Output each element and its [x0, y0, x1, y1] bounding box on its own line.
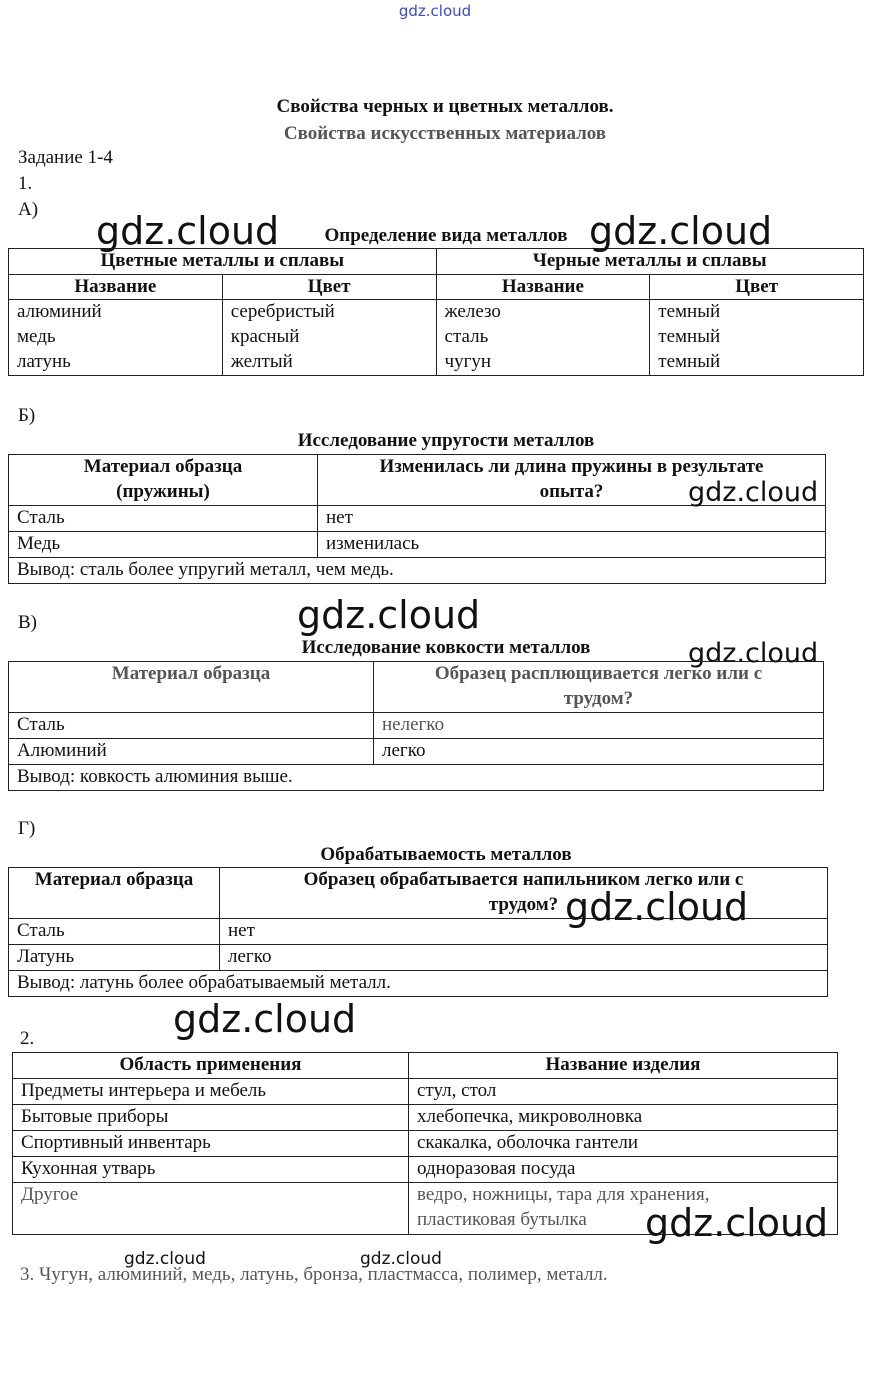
header-line: Изменилась ли длина пружины в результате: [379, 456, 764, 477]
task-label: Задание 1-4: [18, 147, 113, 168]
area-header: Область применения: [13, 1053, 409, 1079]
metal-color: темный: [658, 351, 721, 373]
product-cell: скакалка, оболочка гантели: [409, 1131, 838, 1157]
section-g-title: Обрабатываемость металлов: [320, 844, 572, 865]
conclusion-cell: Вывод: ковкость алюминия выше.: [9, 765, 824, 791]
item-3-text: 3. Чугун, алюминий, медь, латунь, бронза, пластмасса, полимер, металл.: [20, 1264, 608, 1285]
nonferrous-colors-cell: [222, 300, 436, 376]
conclusion-cell: Вывод: латунь более обрабатываемый металл.: [9, 971, 828, 997]
header-line: трудом?: [563, 687, 634, 709]
header-line: трудом?: [488, 893, 559, 915]
ferrous-colors-cell: [650, 300, 864, 376]
material-cell: Медь: [9, 532, 318, 558]
group-nonferrous-header: Цветные металлы и сплавы: [9, 249, 437, 275]
site-label[interactable]: gdz.cloud: [398, 2, 472, 20]
col-color-header: Цвет: [222, 274, 436, 300]
product-line: ведро, ножницы, тара для хранения,: [417, 1184, 710, 1205]
watermark: gdz.cloud: [645, 1201, 829, 1245]
watermark: gdz.cloud: [688, 638, 819, 669]
col-name-header: Название: [436, 274, 650, 300]
product-cell: стул, стол: [409, 1079, 838, 1105]
group-ferrous-header: Черные металлы и сплавы: [436, 249, 863, 275]
watermark: gdz.cloud: [297, 593, 481, 637]
section-a-title: Определение вида металлов: [324, 225, 568, 246]
metal-name: железо: [444, 301, 501, 323]
material-header: [9, 455, 318, 506]
result-cell: изменилась: [318, 532, 826, 558]
metal-name: чугун: [444, 351, 492, 373]
ferrous-names-cell: [436, 300, 650, 376]
item-1-label: 1.: [18, 173, 33, 194]
metal-name: сталь: [444, 326, 489, 348]
header-line: (пружины): [116, 480, 210, 502]
material-cell: Алюминий: [9, 739, 374, 765]
metal-name: алюминий: [17, 301, 102, 323]
result-cell: нет: [318, 506, 826, 532]
page-title: Свойства черных и цветных металлов.: [276, 96, 614, 117]
result-header: [374, 662, 824, 713]
elasticity-table: [8, 454, 826, 584]
section-b-title: Исследование упругости металлов: [297, 430, 595, 451]
watermark: gdz.cloud: [124, 1249, 206, 1269]
watermark: gdz.cloud: [589, 209, 773, 253]
result-cell: нет: [220, 919, 828, 945]
material-cell: Сталь: [9, 506, 318, 532]
area-cell: Кухонная утварь: [13, 1157, 409, 1183]
watermark: gdz.cloud: [565, 885, 749, 929]
conclusion-cell: Вывод: сталь более упругий металл, чем медь.: [9, 558, 826, 584]
watermark: gdz.cloud: [96, 209, 280, 253]
material-cell: Латунь: [9, 945, 220, 971]
section-a-label: А): [18, 199, 39, 220]
material-header: Материал образца: [9, 868, 220, 919]
item-2-label: 2.: [20, 1028, 35, 1049]
watermark: gdz.cloud: [688, 477, 819, 508]
section-v-label: В): [18, 612, 37, 633]
product-cell: одноразовая посуда: [409, 1157, 838, 1183]
header-line: Материал образца: [83, 456, 243, 477]
area-cell: Другое: [13, 1183, 409, 1235]
metal-color: красный: [230, 326, 300, 348]
metal-color: серебристый: [230, 301, 335, 323]
metal-type-table: [8, 248, 864, 376]
result-cell: нелегко: [374, 713, 824, 739]
area-cell: Бытовые приборы: [13, 1105, 409, 1131]
section-b-label: Б): [18, 405, 36, 426]
header-line: Образец расплющивается легко или с: [434, 663, 763, 684]
metal-name: латунь: [17, 351, 71, 373]
product-line: пластиковая бутылка: [417, 1208, 587, 1230]
material-cell: Сталь: [9, 713, 374, 739]
col-name-header: Название: [9, 274, 223, 300]
result-cell: легко: [220, 945, 828, 971]
metal-color: желтый: [230, 351, 293, 373]
result-cell: легко: [374, 739, 824, 765]
malleability-table: [8, 661, 824, 791]
col-color-header: Цвет: [650, 274, 864, 300]
header-line: опыта?: [539, 480, 604, 502]
header-line: Образец обрабатывается напильником легко или с: [303, 869, 744, 890]
section-v-title: Исследование ковкости металлов: [301, 637, 591, 658]
material-header: Материал образца: [9, 662, 374, 713]
metal-color: темный: [658, 301, 721, 323]
watermark: gdz.cloud: [173, 997, 357, 1041]
metal-name: медь: [17, 326, 56, 348]
nonferrous-names-cell: [9, 300, 223, 376]
section-g-label: Г): [18, 818, 36, 839]
product-header: Название изделия: [409, 1053, 838, 1079]
metal-color: темный: [658, 326, 721, 348]
material-cell: Сталь: [9, 919, 220, 945]
product-cell: хлебопечка, микроволновка: [409, 1105, 838, 1131]
area-cell: Спортивный инвентарь: [13, 1131, 409, 1157]
watermark: gdz.cloud: [360, 1249, 442, 1269]
area-cell: Предметы интерьера и мебель: [13, 1079, 409, 1105]
page-subtitle: Свойства искусственных материалов: [283, 123, 607, 144]
